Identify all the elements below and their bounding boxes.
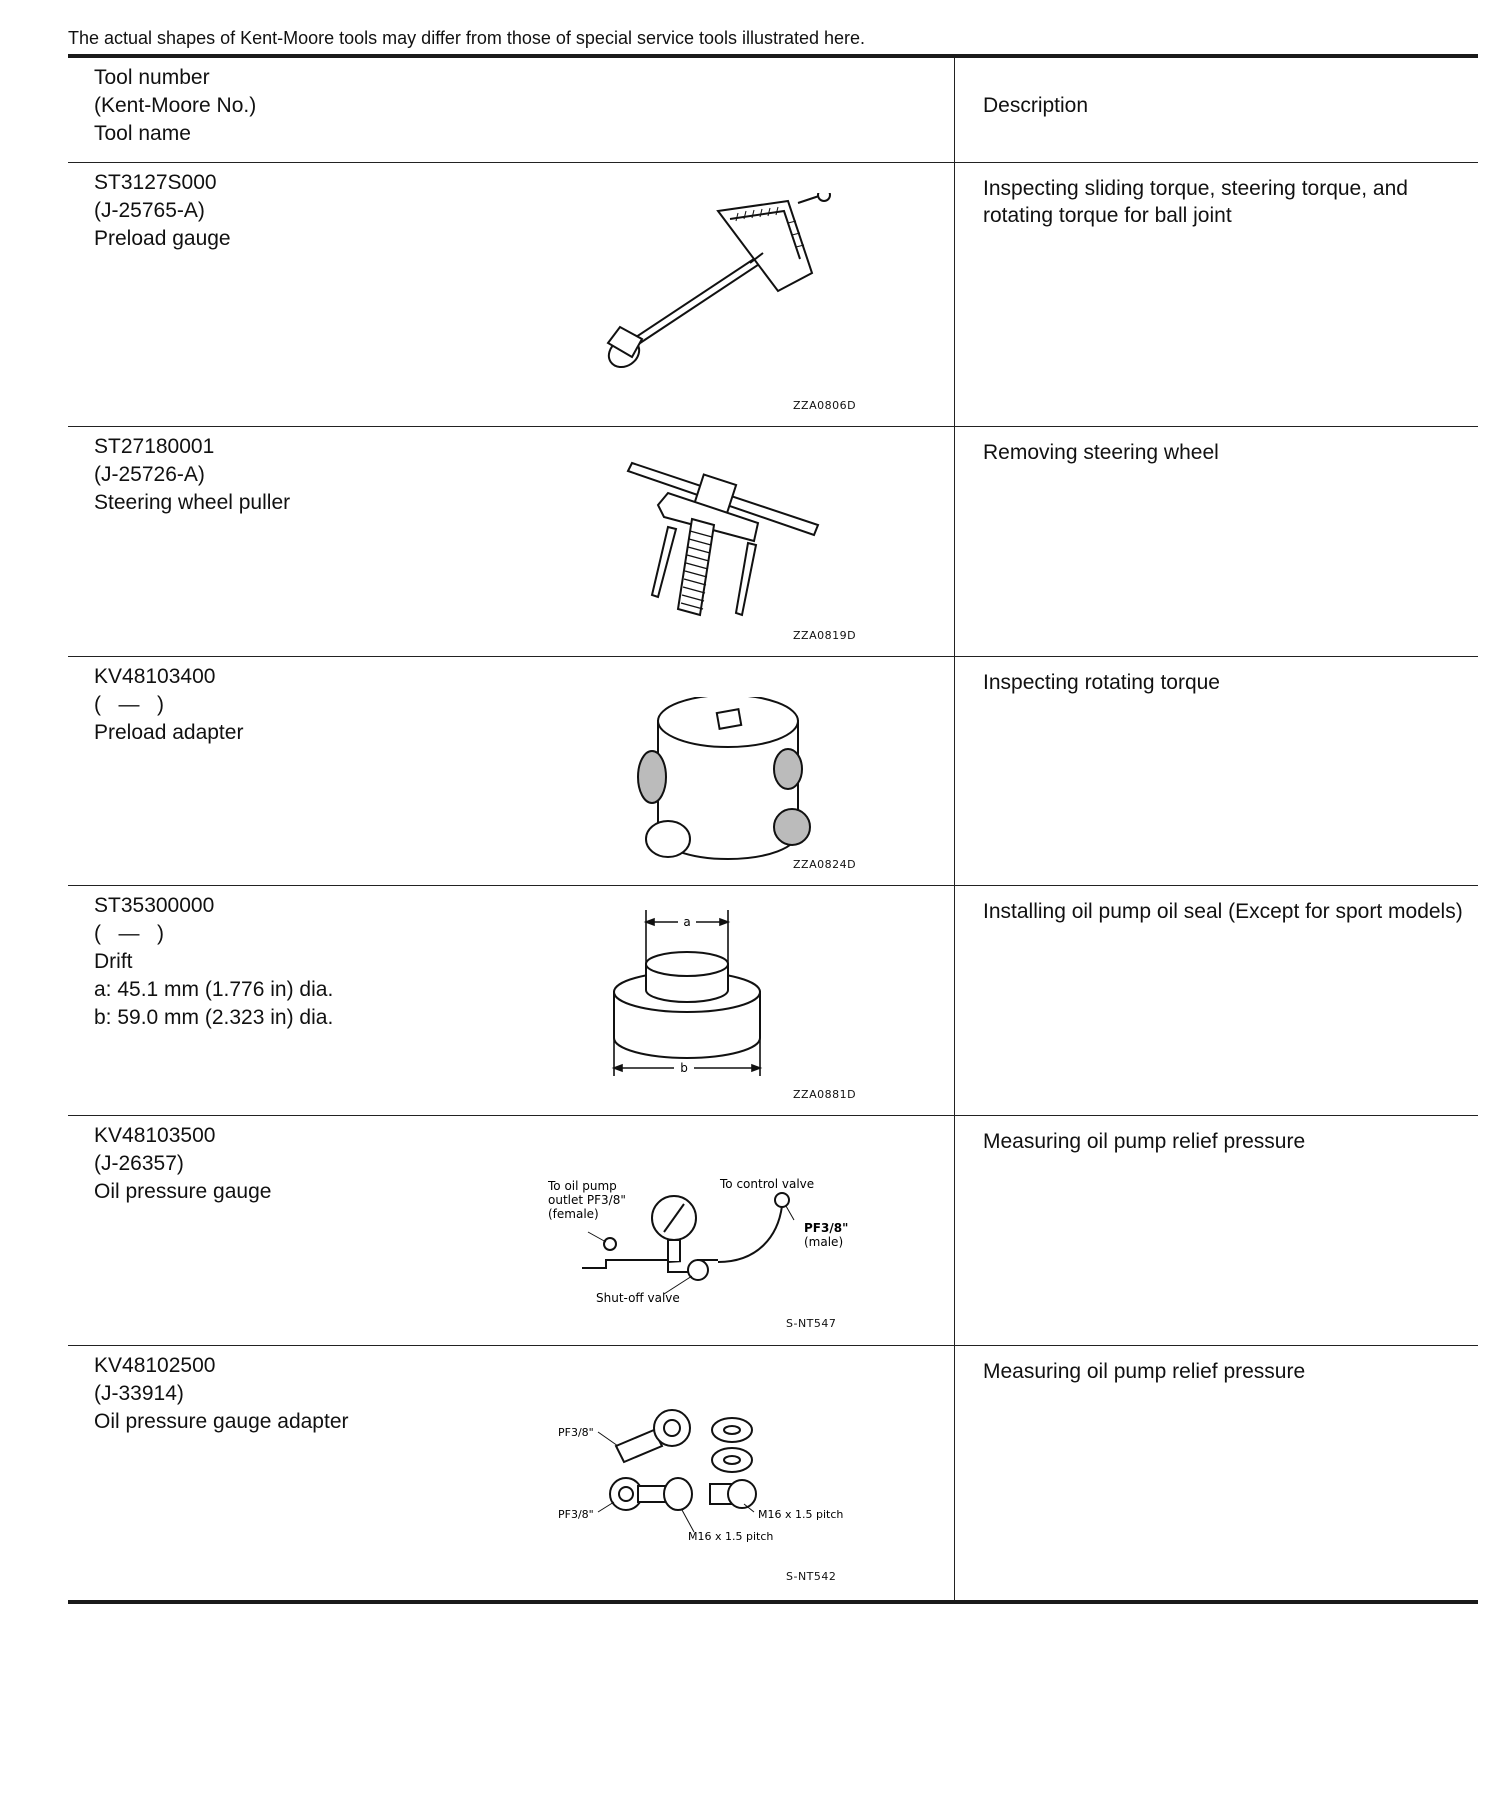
- header-description: Description: [983, 94, 1089, 117]
- header-tool-number: Tool number: [94, 66, 210, 89]
- tool-name: Oil pressure gauge: [94, 1180, 272, 1203]
- tool-cell: [68, 1346, 955, 1600]
- kent-moore-number: (J-25726-A): [94, 463, 205, 486]
- figure-code: ZZA0881D: [793, 1088, 857, 1101]
- dimension-a: a: 45.1 mm (1.776 in) dia.: [94, 978, 334, 1001]
- kent-moore-number: (J-33914): [94, 1382, 184, 1405]
- header-kent-moore-no: (Kent-Moore No.): [94, 94, 257, 117]
- tool-cell: [68, 886, 955, 1115]
- preload-gauge-icon: [598, 193, 938, 393]
- figure-code: S-NT542: [786, 1570, 837, 1583]
- tool-name: Steering wheel puller: [94, 491, 291, 514]
- tool-number: KV48102500: [94, 1354, 216, 1377]
- label-m16-right: M16 x 1.5 pitch: [758, 1508, 844, 1521]
- tool-number: ST27180001: [94, 435, 215, 458]
- label-pf-male-2: (male): [804, 1235, 844, 1249]
- tool-description: Measuring oil pump relief pressure: [983, 1130, 1306, 1153]
- table-header-row: [68, 58, 1478, 163]
- label-control-valve: To control valve: [720, 1177, 815, 1191]
- tool-cell: [68, 163, 955, 426]
- table-row: [68, 1346, 1478, 1604]
- dimension-b: b: 59.0 mm (2.323 in) dia.: [94, 1006, 334, 1029]
- tool-number: ST3127S000: [94, 171, 217, 194]
- label-outlet-2: outlet PF3/8": [548, 1193, 626, 1207]
- tool-name: Preload adapter: [94, 721, 244, 744]
- oil-pressure-gauge-adapter-icon: [558, 1402, 898, 1558]
- label-shutoff-valve: Shut-off valve: [596, 1291, 680, 1305]
- table-row: [68, 163, 1478, 427]
- label-pf-male-1: PF3/8": [804, 1221, 849, 1235]
- figure-code: ZZA0819D: [793, 629, 857, 642]
- table-row: [68, 657, 1478, 886]
- label-a: a: [683, 915, 691, 929]
- label-pf-top: PF3/8": [558, 1426, 594, 1439]
- tool-cell: [68, 1116, 955, 1345]
- oil-pressure-gauge-icon: [548, 1176, 878, 1316]
- figure-code: ZZA0806D: [793, 399, 857, 412]
- table-row: [68, 427, 1478, 657]
- table-row: [68, 1116, 1478, 1346]
- tool-cell: [68, 657, 955, 885]
- steering-wheel-puller-icon: [608, 445, 868, 645]
- kent-moore-number: ( — ): [94, 922, 164, 945]
- tool-name: Oil pressure gauge adapter: [94, 1410, 349, 1433]
- tool-number: ST35300000: [94, 894, 215, 917]
- preload-adapter-icon: [628, 697, 828, 867]
- tool-cell: [68, 427, 955, 656]
- page-note: The actual shapes of Kent-Moore tools may differ from those of special service tools illustrated here.: [68, 28, 866, 48]
- label-outlet-3: (female): [548, 1207, 599, 1221]
- tool-description: Inspecting sliding torque, steering torque, and rotating torque for ball joint: [983, 177, 1408, 227]
- drift-icon: [608, 906, 808, 1096]
- tool-name: Preload gauge: [94, 227, 231, 250]
- label-b: b: [680, 1061, 688, 1075]
- header-tool-column: [68, 58, 955, 162]
- tool-number: KV48103400: [94, 665, 216, 688]
- figure-code: ZZA0824D: [793, 858, 857, 871]
- kent-moore-number: ( — ): [94, 693, 164, 716]
- figure-code: S-NT547: [786, 1317, 837, 1330]
- tool-description: Removing steering wheel: [983, 441, 1219, 464]
- table-row: [68, 886, 1478, 1116]
- header-tool-name: Tool name: [94, 122, 191, 145]
- kent-moore-number: (J-25765-A): [94, 199, 205, 222]
- tool-description: Installing oil pump oil seal (Except for sport models): [983, 900, 1463, 923]
- tool-description: Inspecting rotating torque: [983, 671, 1220, 694]
- label-outlet-1: To oil pump: [548, 1179, 617, 1193]
- tool-description: Measuring oil pump relief pressure: [983, 1360, 1306, 1383]
- tool-number: KV48103500: [94, 1124, 216, 1147]
- label-m16-bottom: M16 x 1.5 pitch: [688, 1530, 774, 1543]
- tool-name: Drift: [94, 950, 133, 973]
- label-pf-bottom: PF3/8": [558, 1508, 594, 1521]
- kent-moore-number: (J-26357): [94, 1152, 184, 1175]
- special-service-tools-table: [68, 54, 1478, 1604]
